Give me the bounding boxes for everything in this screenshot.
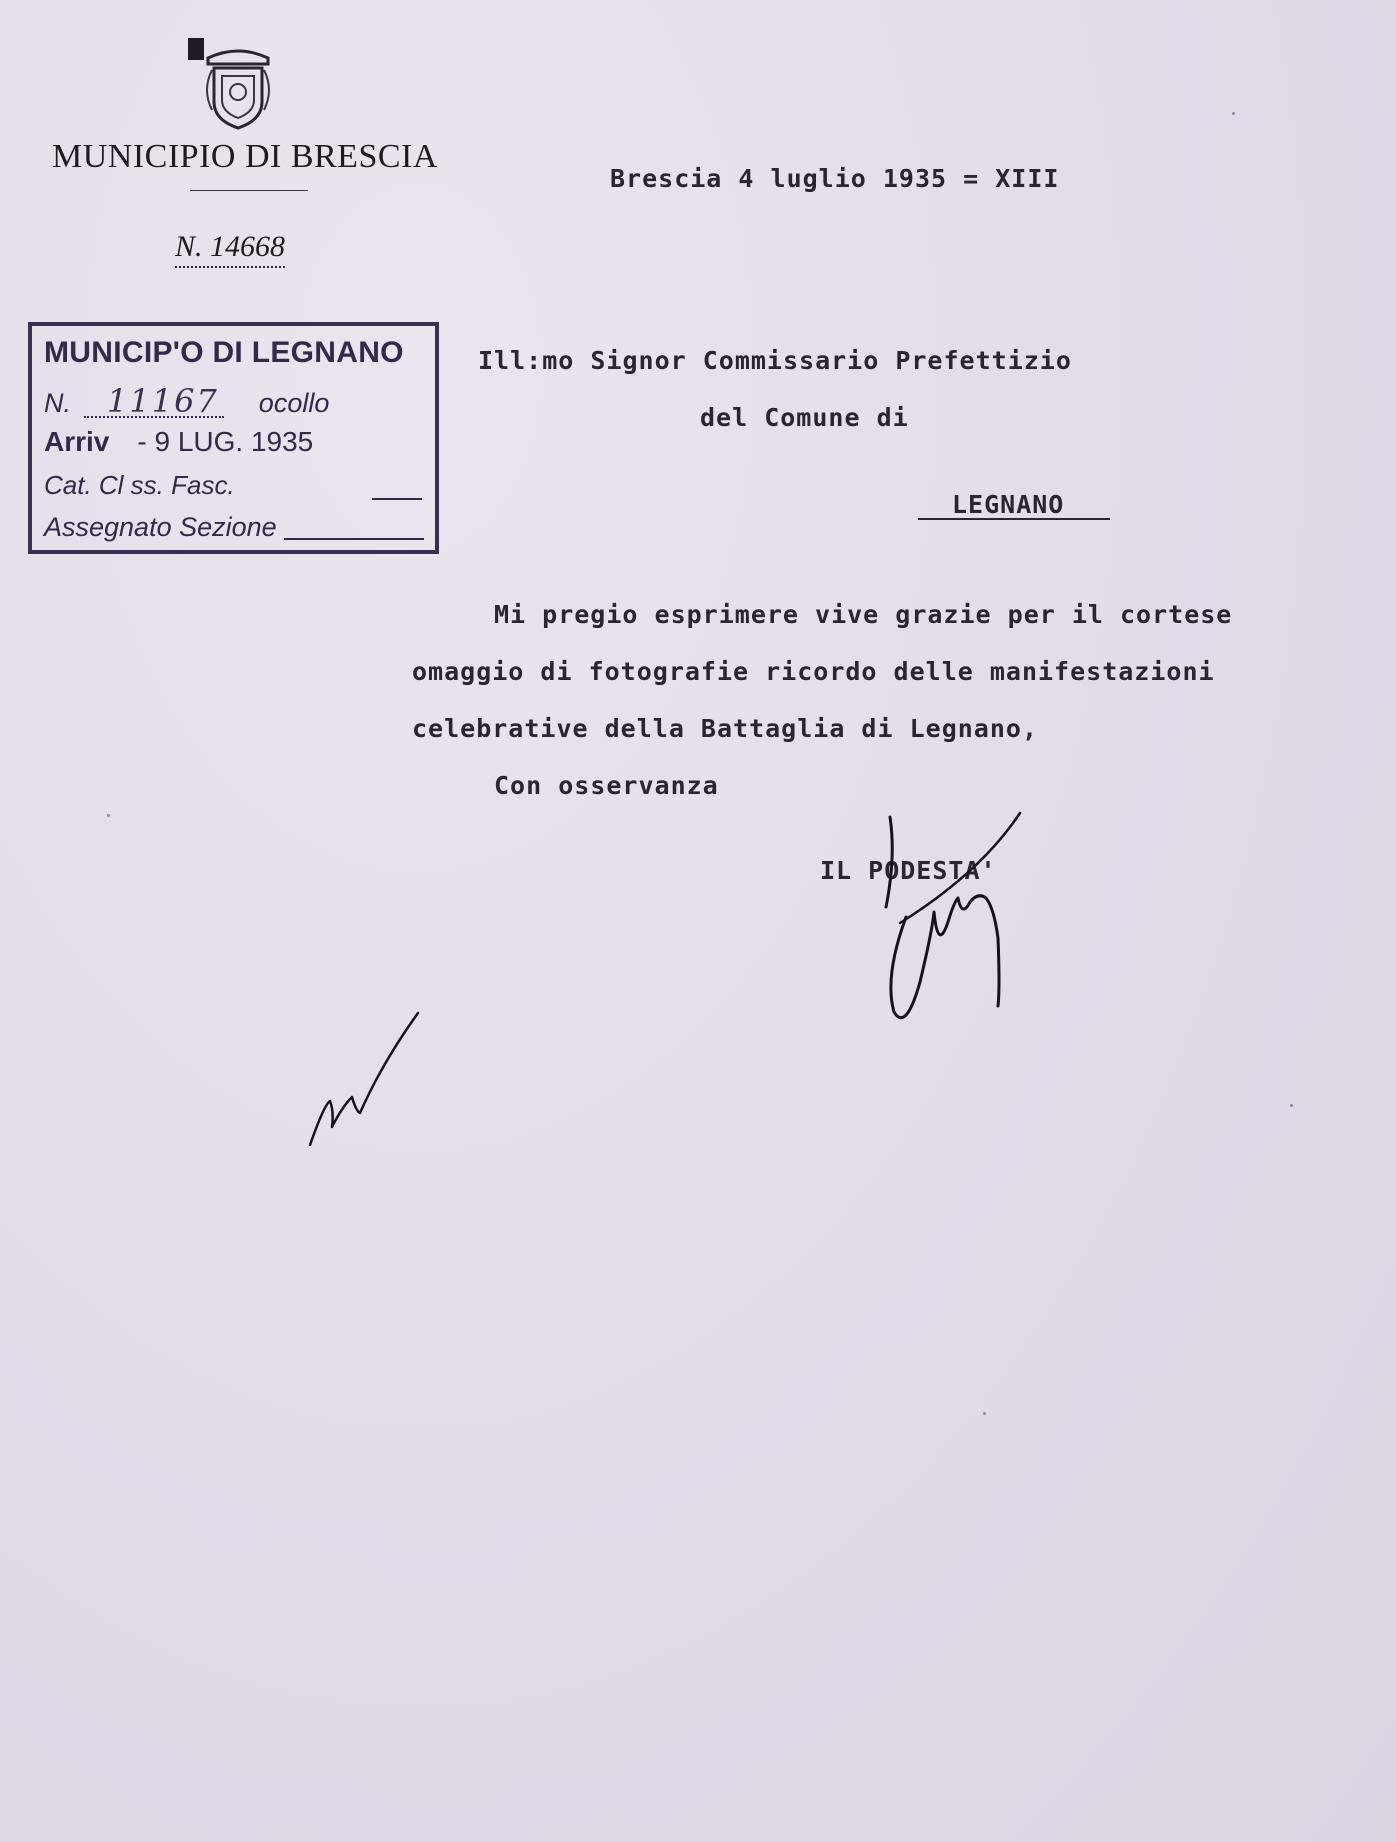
stamp-category-line: Cat. Cl ss. Fasc. [44, 470, 235, 500]
received-stamp [28, 322, 439, 554]
letterhead-divider [190, 190, 308, 191]
body-line-3: celebrative della Battaglia di Legnano, [412, 714, 1038, 743]
stamp-section-line: Assegnato Sezione [44, 512, 277, 542]
stamp-arrival-line [44, 426, 313, 458]
signer-title: IL PODESTA' [820, 856, 997, 885]
dateline: Brescia 4 luglio 1935 = XIII [610, 164, 1060, 193]
addressee-line-1: Ill:mo Signor Commissario Prefettizio [478, 346, 1072, 375]
stamp-number-suffix: ocollo [258, 388, 330, 418]
stamp-arrival-label: Arriv [44, 426, 110, 457]
body-line-2: omaggio di fotografie ricordo delle manifestazioni [412, 657, 1215, 686]
letterhead-title: MUNICIPIO DI BRESCIA [52, 138, 438, 175]
paper-speck [983, 1412, 986, 1415]
stamp-arrival-date: - 9 LUG. 1935 [137, 426, 314, 457]
stamp-section-rule [284, 538, 424, 540]
addressee-city: LEGNANO [952, 490, 1065, 519]
stamp-number-prefix: N. [44, 388, 71, 418]
stamp-number-rule [84, 416, 224, 418]
municipal-crest-icon [188, 38, 288, 134]
initials-signature-icon [300, 995, 450, 1155]
paper-speck [107, 814, 110, 817]
podesta-signature-icon [850, 805, 1050, 1065]
body-line-1: Mi pregio esprimere vive grazie per il cortese [494, 600, 1233, 629]
stamp-protocol-line [44, 382, 329, 420]
addressee-city-underline [918, 518, 1110, 520]
addressee-line-2: del Comune di [700, 403, 909, 432]
stamp-protocol-number: 11167 [107, 382, 219, 420]
paper-speck [1232, 112, 1235, 115]
closing-line: Con osservanza [494, 771, 719, 800]
paper-speck [1290, 1104, 1293, 1107]
stamp-heading: MUNICIP'O DI LEGNANO [44, 336, 404, 369]
reference-number: N. 14668 [175, 230, 285, 268]
stamp-category-rule [372, 498, 422, 500]
